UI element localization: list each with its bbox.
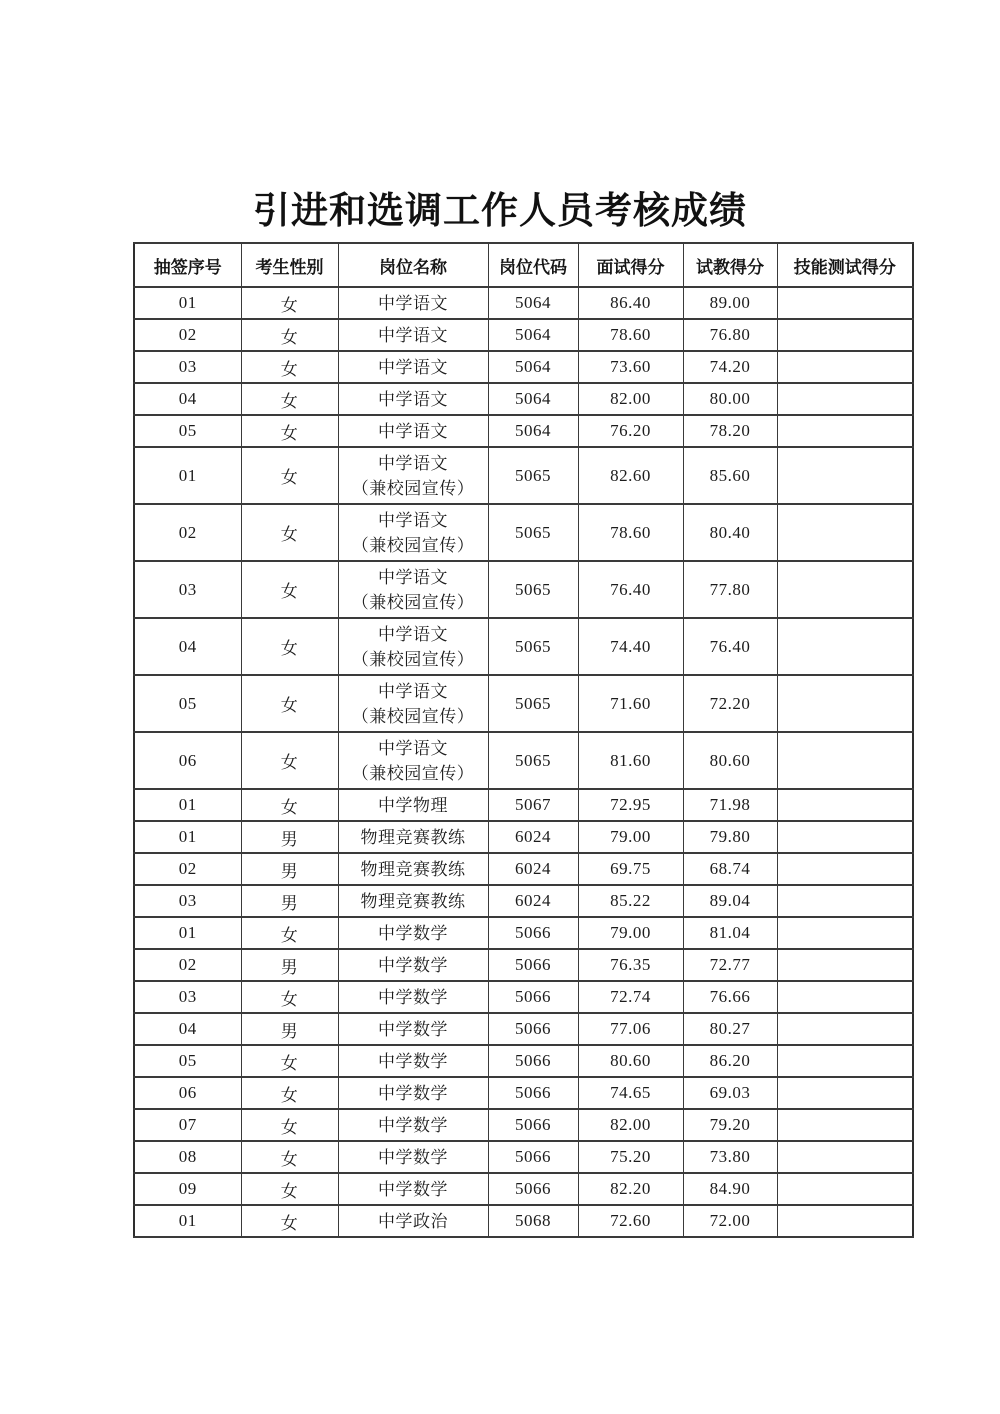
cell-position: 中学数学: [338, 917, 488, 949]
cell-position: 中学数学: [338, 981, 488, 1013]
cell-position: 中学语文: [338, 415, 488, 447]
cell-skill-score: [777, 447, 913, 504]
cell-skill-score: [777, 853, 913, 885]
cell-gender: 女: [241, 1141, 338, 1173]
cell-teaching-score: 76.40: [683, 618, 777, 675]
cell-code: 5065: [488, 561, 578, 618]
cell-interview-score: 82.00: [578, 383, 683, 415]
cell-position: 物理竞赛教练: [338, 885, 488, 917]
cell-position: 中学数学: [338, 1109, 488, 1141]
header-row: [134, 243, 913, 287]
table-row: [134, 415, 913, 447]
cell-teaching-score: 72.20: [683, 675, 777, 732]
cell-teaching-score: 78.20: [683, 415, 777, 447]
page-title: 引进和选调工作人员考核成绩: [253, 191, 747, 232]
cell-teaching-score: 80.27: [683, 1013, 777, 1045]
cell-position: 中学语文: [338, 287, 488, 319]
cell-gender: 男: [241, 821, 338, 853]
cell-skill-score: [777, 1205, 913, 1237]
cell-code: 5065: [488, 504, 578, 561]
cell-gender: 女: [241, 1205, 338, 1237]
table-row: [134, 821, 913, 853]
table-row: [134, 618, 913, 675]
table-row: [134, 675, 913, 732]
cell-teaching-score: 72.77: [683, 949, 777, 981]
cell-position: 中学数学: [338, 1141, 488, 1173]
cell-position: 中学语文 （兼校园宣传）: [338, 618, 488, 675]
cell-code: 5065: [488, 675, 578, 732]
cell-code: 5064: [488, 415, 578, 447]
cell-lottery-no: 06: [134, 1077, 241, 1109]
table-row: [134, 1077, 913, 1109]
cell-code: 6024: [488, 885, 578, 917]
cell-skill-score: [777, 561, 913, 618]
cell-teaching-score: 89.00: [683, 287, 777, 319]
cell-interview-score: 80.60: [578, 1045, 683, 1077]
cell-skill-score: [777, 287, 913, 319]
cell-teaching-score: 76.80: [683, 319, 777, 351]
cell-code: 5065: [488, 732, 578, 789]
cell-gender: 女: [241, 1173, 338, 1205]
cell-interview-score: 82.00: [578, 1109, 683, 1141]
cell-gender: 男: [241, 853, 338, 885]
cell-lottery-no: 04: [134, 1013, 241, 1045]
cell-skill-score: [777, 917, 913, 949]
cell-teaching-score: 72.00: [683, 1205, 777, 1237]
cell-gender: 女: [241, 287, 338, 319]
cell-code: 5066: [488, 1141, 578, 1173]
cell-position: 中学政治: [338, 1205, 488, 1237]
cell-interview-score: 72.74: [578, 981, 683, 1013]
table-row: [134, 853, 913, 885]
cell-teaching-score: 80.40: [683, 504, 777, 561]
cell-lottery-no: 04: [134, 618, 241, 675]
cell-gender: 女: [241, 383, 338, 415]
cell-position: 中学数学: [338, 1045, 488, 1077]
table-row: [134, 732, 913, 789]
cell-lottery-no: 01: [134, 1205, 241, 1237]
cell-code: 5065: [488, 447, 578, 504]
cell-skill-score: [777, 821, 913, 853]
cell-gender: 女: [241, 1077, 338, 1109]
cell-skill-score: [777, 1077, 913, 1109]
cell-gender: 女: [241, 319, 338, 351]
cell-teaching-score: 76.66: [683, 981, 777, 1013]
cell-lottery-no: 05: [134, 675, 241, 732]
cell-position: 中学语文: [338, 319, 488, 351]
cell-skill-score: [777, 1013, 913, 1045]
cell-code: 5066: [488, 917, 578, 949]
cell-skill-score: [777, 949, 913, 981]
cell-skill-score: [777, 1173, 913, 1205]
cell-teaching-score: 85.60: [683, 447, 777, 504]
table-row: [134, 1013, 913, 1045]
cell-code: 5064: [488, 351, 578, 383]
cell-skill-score: [777, 1045, 913, 1077]
table-row: [134, 383, 913, 415]
cell-interview-score: 77.06: [578, 1013, 683, 1045]
column-header-5: 试教得分: [683, 243, 777, 287]
cell-interview-score: 78.60: [578, 504, 683, 561]
cell-lottery-no: 03: [134, 885, 241, 917]
table-row: [134, 949, 913, 981]
cell-lottery-no: 03: [134, 561, 241, 618]
cell-lottery-no: 01: [134, 917, 241, 949]
cell-interview-score: 82.60: [578, 447, 683, 504]
table-row: [134, 1205, 913, 1237]
cell-skill-score: [777, 618, 913, 675]
cell-lottery-no: 06: [134, 732, 241, 789]
cell-code: 5066: [488, 1173, 578, 1205]
cell-interview-score: 85.22: [578, 885, 683, 917]
table-row: [134, 885, 913, 917]
column-header-2: 岗位名称: [338, 243, 488, 287]
cell-code: 5068: [488, 1205, 578, 1237]
cell-interview-score: 78.60: [578, 319, 683, 351]
cell-interview-score: 69.75: [578, 853, 683, 885]
cell-skill-score: [777, 319, 913, 351]
cell-lottery-no: 08: [134, 1141, 241, 1173]
cell-position: 中学数学: [338, 1013, 488, 1045]
cell-position: 中学语文 （兼校园宣传）: [338, 504, 488, 561]
cell-interview-score: 72.60: [578, 1205, 683, 1237]
cell-skill-score: [777, 981, 913, 1013]
cell-code: 5066: [488, 1109, 578, 1141]
cell-skill-score: [777, 504, 913, 561]
cell-lottery-no: 02: [134, 319, 241, 351]
cell-position: 中学语文: [338, 351, 488, 383]
cell-teaching-score: 68.74: [683, 853, 777, 885]
cell-teaching-score: 81.04: [683, 917, 777, 949]
cell-position: 中学语文 （兼校园宣传）: [338, 732, 488, 789]
table-body: [134, 287, 913, 1237]
cell-code: 5066: [488, 1013, 578, 1045]
cell-position: 中学数学: [338, 1077, 488, 1109]
cell-skill-score: [777, 351, 913, 383]
cell-lottery-no: 03: [134, 981, 241, 1013]
cell-gender: 女: [241, 675, 338, 732]
cell-teaching-score: 80.60: [683, 732, 777, 789]
table-row: [134, 1045, 913, 1077]
cell-interview-score: 76.20: [578, 415, 683, 447]
cell-teaching-score: 80.00: [683, 383, 777, 415]
cell-skill-score: [777, 1141, 913, 1173]
cell-gender: 女: [241, 789, 338, 821]
column-header-0: 抽签序号: [134, 243, 241, 287]
cell-position: 中学语文 （兼校园宣传）: [338, 675, 488, 732]
cell-code: 5064: [488, 319, 578, 351]
cell-teaching-score: 86.20: [683, 1045, 777, 1077]
cell-gender: 女: [241, 1045, 338, 1077]
table-row: [134, 917, 913, 949]
cell-skill-score: [777, 789, 913, 821]
cell-interview-score: 74.40: [578, 618, 683, 675]
cell-gender: 女: [241, 917, 338, 949]
cell-lottery-no: 07: [134, 1109, 241, 1141]
cell-code: 5064: [488, 383, 578, 415]
cell-teaching-score: 89.04: [683, 885, 777, 917]
cell-lottery-no: 02: [134, 853, 241, 885]
cell-lottery-no: 04: [134, 383, 241, 415]
cell-lottery-no: 02: [134, 504, 241, 561]
cell-gender: 男: [241, 885, 338, 917]
cell-position: 中学语文: [338, 383, 488, 415]
cell-position: 物理竞赛教练: [338, 821, 488, 853]
cell-gender: 女: [241, 1109, 338, 1141]
cell-teaching-score: 74.20: [683, 351, 777, 383]
cell-teaching-score: 84.90: [683, 1173, 777, 1205]
column-header-1: 考生性别: [241, 243, 338, 287]
cell-code: 5064: [488, 287, 578, 319]
cell-gender: 女: [241, 351, 338, 383]
cell-teaching-score: 71.98: [683, 789, 777, 821]
cell-lottery-no: 03: [134, 351, 241, 383]
cell-code: 5066: [488, 1077, 578, 1109]
cell-position: 中学语文 （兼校园宣传）: [338, 561, 488, 618]
cell-interview-score: 76.40: [578, 561, 683, 618]
cell-lottery-no: 01: [134, 789, 241, 821]
column-header-3: 岗位代码: [488, 243, 578, 287]
cell-teaching-score: 73.80: [683, 1141, 777, 1173]
cell-lottery-no: 09: [134, 1173, 241, 1205]
cell-interview-score: 75.20: [578, 1141, 683, 1173]
cell-code: 5066: [488, 1045, 578, 1077]
cell-interview-score: 86.40: [578, 287, 683, 319]
cell-lottery-no: 01: [134, 821, 241, 853]
cell-teaching-score: 79.80: [683, 821, 777, 853]
cell-skill-score: [777, 732, 913, 789]
cell-lottery-no: 02: [134, 949, 241, 981]
score-table: [133, 242, 914, 1238]
cell-position: 中学数学: [338, 949, 488, 981]
cell-interview-score: 81.60: [578, 732, 683, 789]
cell-interview-score: 79.00: [578, 821, 683, 853]
cell-skill-score: [777, 1109, 913, 1141]
cell-code: 5066: [488, 981, 578, 1013]
table-row: [134, 561, 913, 618]
table-row: [134, 1109, 913, 1141]
table-row: [134, 981, 913, 1013]
cell-skill-score: [777, 415, 913, 447]
cell-code: 5065: [488, 618, 578, 675]
cell-code: 6024: [488, 853, 578, 885]
cell-teaching-score: 77.80: [683, 561, 777, 618]
cell-gender: 女: [241, 561, 338, 618]
cell-gender: 男: [241, 1013, 338, 1045]
cell-gender: 女: [241, 618, 338, 675]
cell-gender: 女: [241, 415, 338, 447]
cell-interview-score: 71.60: [578, 675, 683, 732]
table-row: [134, 447, 913, 504]
cell-gender: 女: [241, 447, 338, 504]
cell-code: 6024: [488, 821, 578, 853]
table-row: [134, 319, 913, 351]
column-header-6: 技能测试得分: [777, 243, 913, 287]
cell-lottery-no: 01: [134, 447, 241, 504]
cell-interview-score: 79.00: [578, 917, 683, 949]
cell-interview-score: 74.65: [578, 1077, 683, 1109]
cell-position: 中学语文 （兼校园宣传）: [338, 447, 488, 504]
cell-interview-score: 82.20: [578, 1173, 683, 1205]
table-row: [134, 1141, 913, 1173]
cell-interview-score: 72.95: [578, 789, 683, 821]
table-row: [134, 504, 913, 561]
cell-skill-score: [777, 383, 913, 415]
cell-position: 中学物理: [338, 789, 488, 821]
cell-teaching-score: 69.03: [683, 1077, 777, 1109]
cell-gender: 女: [241, 981, 338, 1013]
cell-interview-score: 76.35: [578, 949, 683, 981]
cell-position: 物理竞赛教练: [338, 853, 488, 885]
table-row: [134, 351, 913, 383]
cell-lottery-no: 05: [134, 1045, 241, 1077]
cell-code: 5067: [488, 789, 578, 821]
cell-lottery-no: 01: [134, 287, 241, 319]
cell-skill-score: [777, 885, 913, 917]
cell-gender: 女: [241, 504, 338, 561]
table-row: [134, 789, 913, 821]
cell-skill-score: [777, 675, 913, 732]
cell-interview-score: 73.60: [578, 351, 683, 383]
table-row: [134, 1173, 913, 1205]
cell-position: 中学数学: [338, 1173, 488, 1205]
cell-code: 5066: [488, 949, 578, 981]
cell-gender: 女: [241, 732, 338, 789]
cell-teaching-score: 79.20: [683, 1109, 777, 1141]
column-header-4: 面试得分: [578, 243, 683, 287]
table-row: [134, 287, 913, 319]
cell-lottery-no: 05: [134, 415, 241, 447]
cell-gender: 男: [241, 949, 338, 981]
